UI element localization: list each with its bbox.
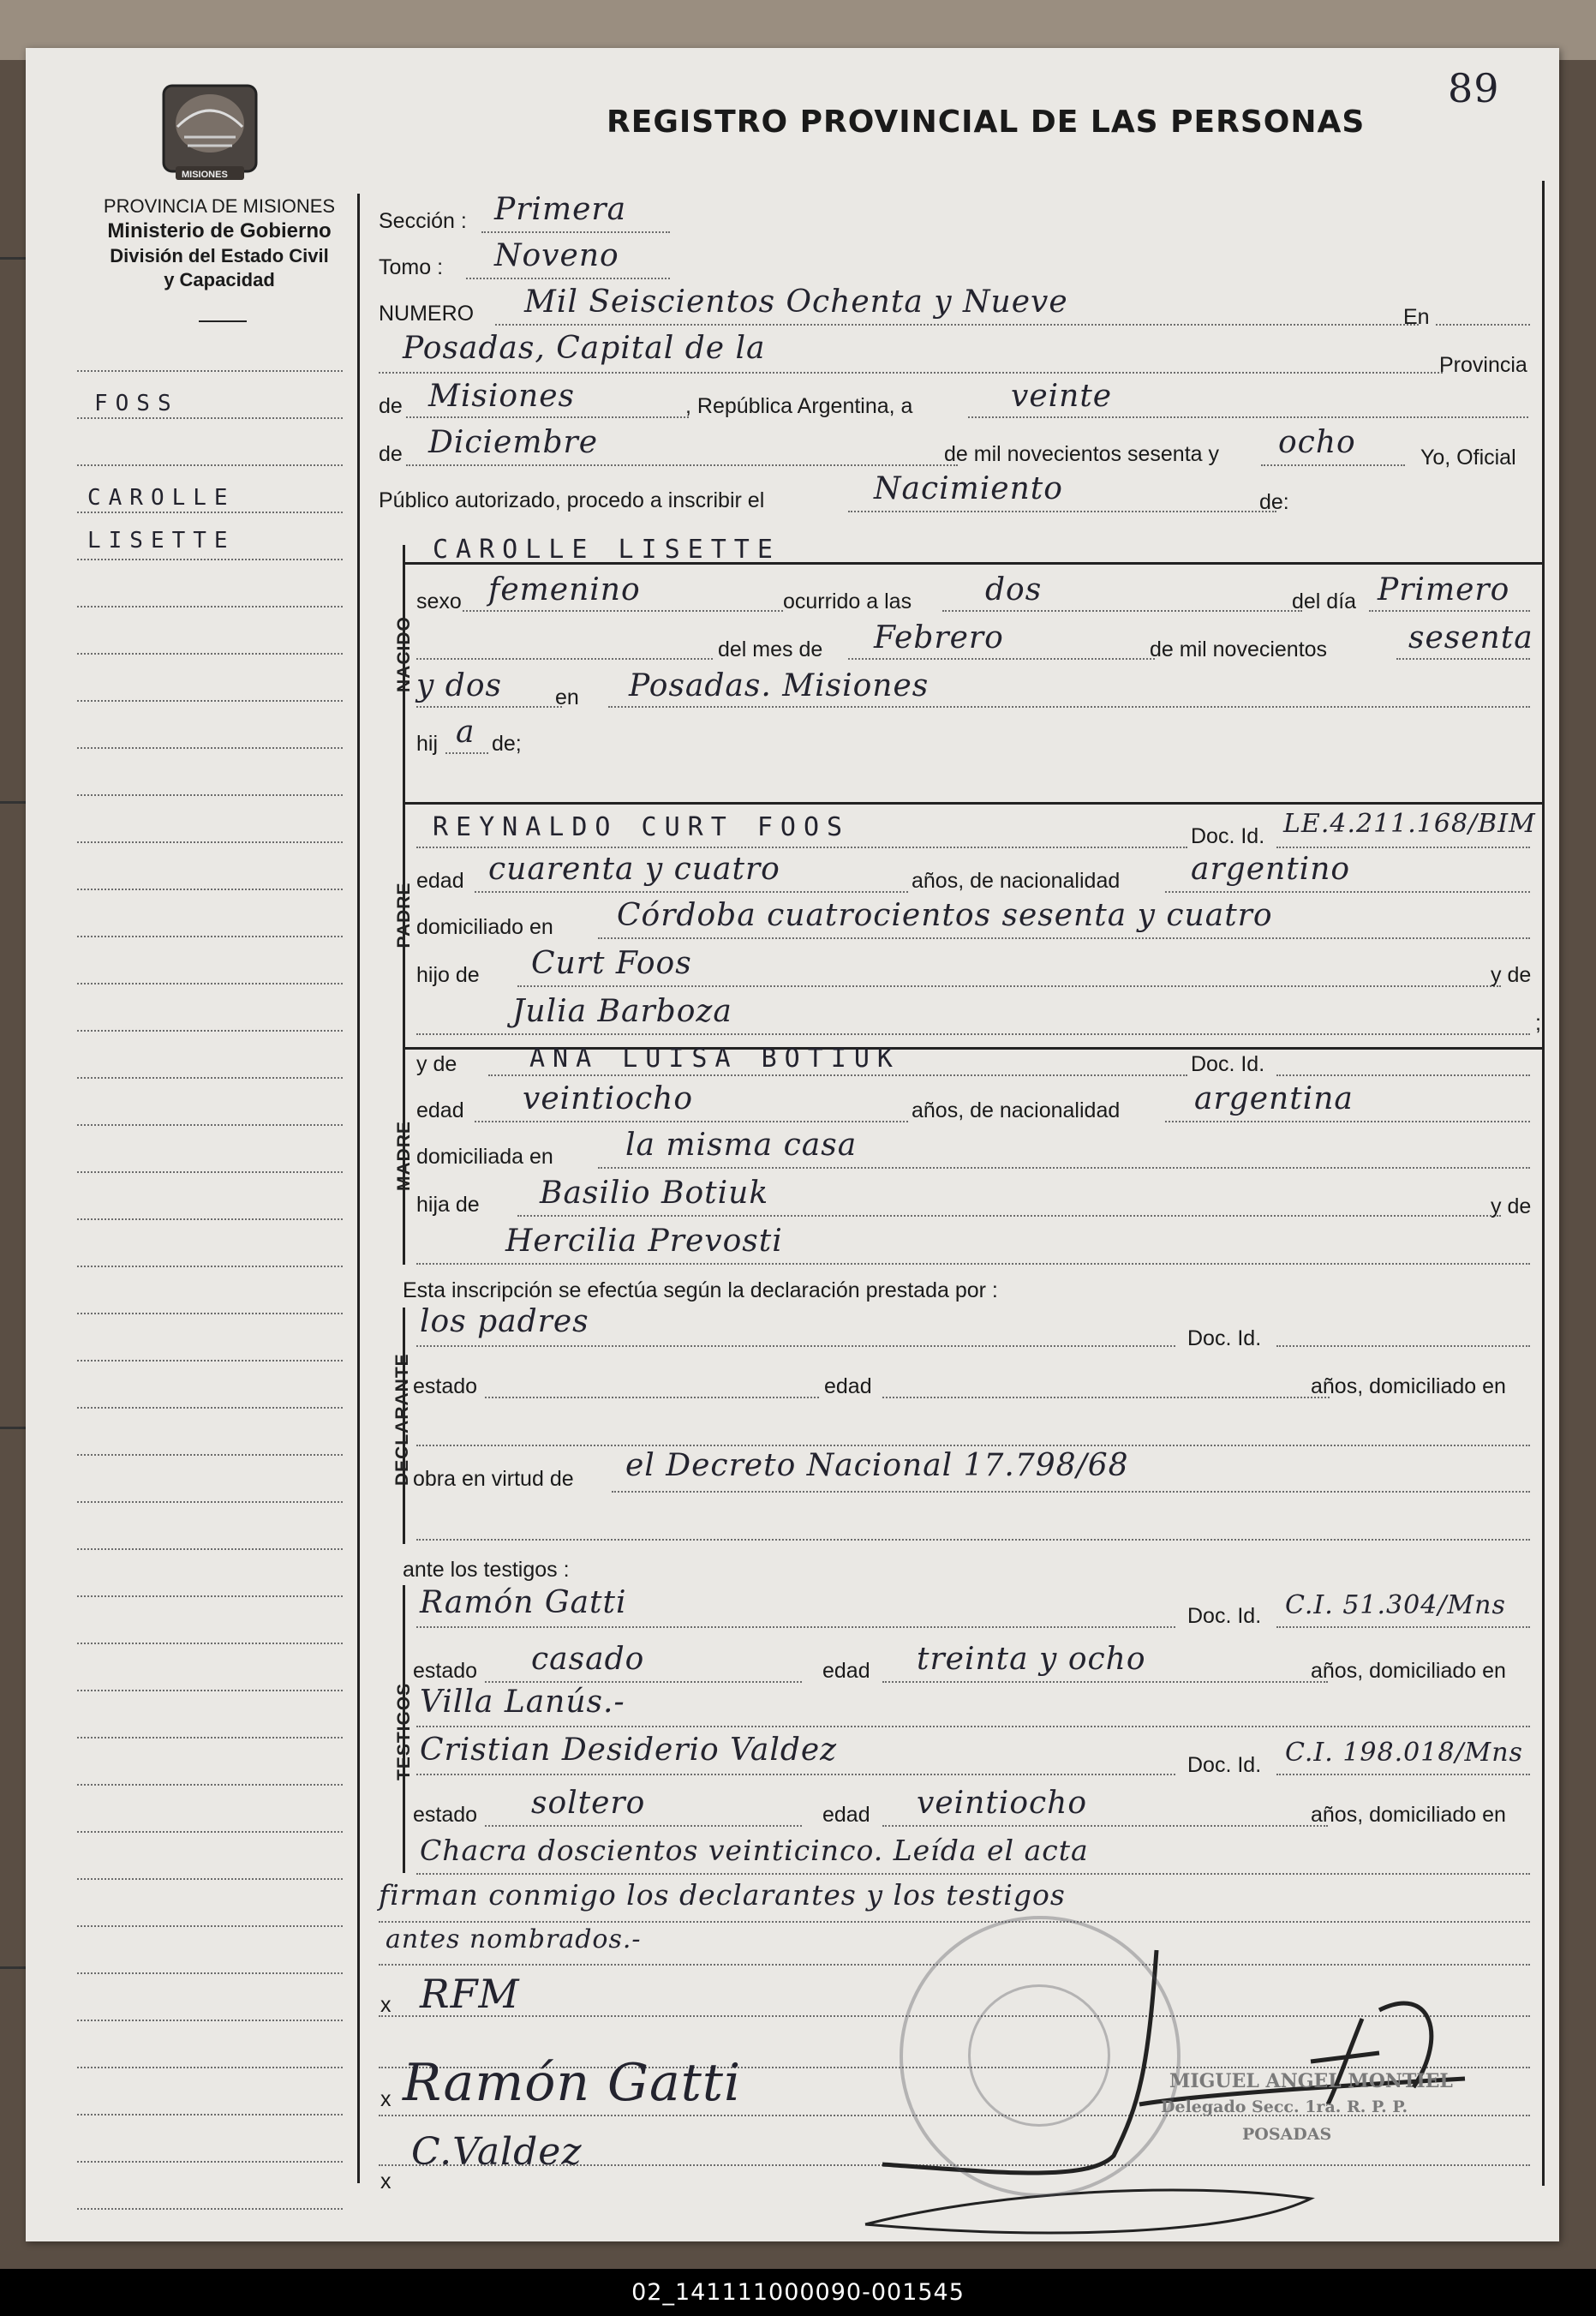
madre-dom-value: la misma casa bbox=[625, 1128, 858, 1163]
margin-line bbox=[77, 1124, 343, 1126]
madre-dom-line bbox=[598, 1167, 1530, 1169]
testigo1-value: Ramón Gatti bbox=[420, 1585, 627, 1620]
stamp-name: MIGUEL ANGEL MONTIEL bbox=[1169, 2070, 1453, 2092]
en-line bbox=[1436, 324, 1530, 326]
padre-nombre-value: REYNALDO CURT FOOS bbox=[433, 812, 851, 842]
madre-doc-label: Doc. Id. bbox=[1191, 1052, 1265, 1076]
acto-value: Nacimiento bbox=[874, 471, 1063, 506]
anio-nac-value: sesenta bbox=[1408, 620, 1533, 655]
margin-line bbox=[77, 1501, 343, 1503]
margin-line bbox=[77, 1737, 343, 1738]
decreto-value: el Decreto Nacional 17.798/68 bbox=[625, 1448, 1129, 1483]
dia-value: veinte bbox=[1011, 379, 1113, 414]
madre-hija-de2-line bbox=[416, 1263, 1530, 1265]
padre-dom-line bbox=[598, 937, 1530, 939]
mes-line bbox=[406, 464, 958, 466]
tomo-line bbox=[466, 278, 670, 279]
right-border bbox=[1542, 181, 1545, 2186]
nacido-side-label: NACIDO bbox=[394, 616, 414, 692]
margin-line bbox=[77, 1784, 343, 1786]
hora-value: dos bbox=[985, 572, 1043, 607]
provincia-line bbox=[406, 416, 689, 418]
padre-doc-line bbox=[1276, 847, 1530, 848]
hij-label: hij bbox=[416, 732, 439, 756]
declarante-doc-label: Doc. Id. bbox=[1187, 1326, 1262, 1350]
madre-dom-label: domiciliada en bbox=[416, 1145, 553, 1169]
hij-line bbox=[445, 752, 488, 754]
header-ministry: Ministerio de Gobierno bbox=[107, 219, 332, 242]
margin-line bbox=[77, 1360, 343, 1361]
acto-line bbox=[848, 511, 1276, 512]
margin-line bbox=[77, 1643, 343, 1644]
margin-line bbox=[77, 559, 343, 560]
margin-line bbox=[77, 606, 343, 607]
padre-doc-label: Doc. Id. bbox=[1191, 824, 1265, 848]
testigos-label: ante los testigos : bbox=[403, 1558, 570, 1582]
seccion-line bbox=[481, 231, 670, 233]
dia-nac-value: Primero bbox=[1378, 572, 1510, 607]
madre-edad-value: veintiocho bbox=[523, 1081, 694, 1116]
testigo2-estado-line bbox=[485, 1825, 802, 1827]
sexo-line bbox=[463, 610, 783, 612]
madre-hija-de-label: hija de bbox=[416, 1193, 480, 1217]
margin-line bbox=[77, 2208, 343, 2210]
stamp-city: POSADAS bbox=[1242, 2125, 1332, 2144]
blank-line bbox=[416, 658, 713, 660]
declarante-estado-label: estado bbox=[413, 1374, 478, 1398]
testigo2-edad-label: edad bbox=[822, 1803, 870, 1827]
cierre-line2: antes nombrados.- bbox=[386, 1924, 642, 1954]
testigo2-anos-label: años, domiciliado en bbox=[1311, 1803, 1506, 1827]
margin-line bbox=[77, 464, 343, 466]
numero-value: Mil Seiscientos Ochenta y Nueve bbox=[524, 284, 1068, 320]
testigo1-estado-line bbox=[485, 1681, 802, 1683]
margin-line bbox=[77, 936, 343, 937]
dia-nac-line bbox=[1369, 610, 1530, 612]
crest-text: MISIONES bbox=[182, 170, 228, 180]
declarante-edad-line bbox=[882, 1397, 1330, 1398]
madre-edad-line bbox=[475, 1121, 908, 1122]
seccion-value: Primera bbox=[494, 192, 627, 227]
tomo-label: Tomo : bbox=[379, 255, 444, 279]
hora-line bbox=[942, 610, 1302, 612]
page-title: REGISTRO PROVINCIAL DE LAS PERSONAS bbox=[607, 105, 1366, 140]
mes-nac-line bbox=[848, 658, 1155, 660]
sign-x-1: x bbox=[380, 1993, 392, 2017]
left-column-border bbox=[357, 194, 360, 2183]
margin-line bbox=[77, 794, 343, 796]
dia-line bbox=[968, 416, 1528, 418]
testigo1-edad-value: treinta y ocho bbox=[917, 1642, 1146, 1677]
testigo1-estado-label: estado bbox=[413, 1659, 478, 1683]
testigos-side-label: TESTIGOS bbox=[394, 1682, 414, 1780]
signature-2: Ramón Gatti bbox=[403, 2053, 742, 2113]
signature-3: C.Valdez bbox=[411, 2130, 583, 2174]
padre-hijo-de-line bbox=[517, 985, 1501, 987]
header-divider bbox=[199, 320, 247, 322]
declarante-side-label: DECLARANTE bbox=[392, 1353, 412, 1486]
padre-y-de-label: y de bbox=[1491, 963, 1532, 987]
margin-line bbox=[77, 2020, 343, 2021]
en2-label: en bbox=[555, 685, 579, 709]
provincia-value: Misiones bbox=[428, 379, 576, 414]
mes-value: Diciembre bbox=[428, 425, 599, 460]
en-label: En bbox=[1403, 305, 1430, 329]
madre-hija-de2-value: Hercilia Prevosti bbox=[505, 1224, 783, 1259]
margin-line bbox=[77, 1925, 343, 1927]
declarante-line bbox=[416, 1345, 1175, 1347]
padre-dom-value: Córdoba cuatrocientos sesenta y cuatro bbox=[617, 898, 1273, 933]
nombre-rule bbox=[403, 562, 1542, 565]
publico-label: Público autorizado, procedo a inscribir el bbox=[379, 488, 765, 512]
margin-line bbox=[77, 1454, 343, 1456]
padre-doc-value: LE.4.211.168/BIM bbox=[1283, 809, 1536, 839]
numero-line bbox=[495, 324, 1419, 326]
padre-semicolon: ; bbox=[1535, 1011, 1541, 1035]
anio-nac2-value: y dos bbox=[416, 668, 502, 703]
margin-line bbox=[77, 2067, 343, 2068]
padre-side-label: PADRE bbox=[394, 882, 414, 949]
margin-name-2: LISETTE bbox=[87, 528, 236, 554]
margin-line bbox=[77, 841, 343, 843]
margin-line bbox=[77, 512, 343, 513]
margin-line bbox=[77, 370, 343, 372]
testigo1-edad-label: edad bbox=[822, 1659, 870, 1683]
margin-line bbox=[77, 1972, 343, 1974]
margin-line bbox=[77, 1407, 343, 1409]
margin-line bbox=[77, 1077, 343, 1079]
madre-edad-label: edad bbox=[416, 1098, 464, 1122]
lugar-value: Posadas, Capital de la bbox=[403, 331, 766, 366]
sexo-value: femenino bbox=[488, 572, 641, 607]
padre-nombre-line bbox=[416, 847, 1187, 848]
padre-hijo-de2-value: Julia Barboza bbox=[512, 994, 732, 1029]
margin-line bbox=[77, 889, 343, 890]
madre-nac-label: años, de nacionalidad bbox=[912, 1098, 1121, 1122]
testigo1-dom-value: Villa Lanús.- bbox=[420, 1685, 625, 1720]
padre-nac-label: años, de nacionalidad bbox=[912, 869, 1121, 893]
signature-1: RFM bbox=[420, 1971, 520, 2017]
anio-line bbox=[1261, 464, 1405, 466]
header-province: PROVINCIA DE MISIONES bbox=[103, 195, 336, 217]
stamp-role: Delegado Secc. 1ra. R. P. P. bbox=[1161, 2098, 1408, 2116]
testigo2-edad-value: veintiocho bbox=[917, 1786, 1088, 1821]
anio-nac2-line bbox=[416, 706, 562, 708]
testigo2-dom-value: Chacra doscientos veinticinco. Leída el acta bbox=[420, 1834, 1089, 1867]
de2-label: de bbox=[379, 442, 403, 466]
testigo1-line bbox=[416, 1626, 1175, 1628]
padre-rule bbox=[403, 802, 1542, 805]
padre-hijo-de-label: hijo de bbox=[416, 963, 480, 987]
testigo2-doc-value: C.I. 198.018/Mns bbox=[1285, 1738, 1523, 1768]
yo-oficial-label: Yo, Oficial bbox=[1420, 446, 1516, 470]
del-dia-label: del día bbox=[1292, 589, 1357, 613]
lugar-nac-line bbox=[608, 706, 1530, 708]
margin-line bbox=[77, 2161, 343, 2163]
margin-line bbox=[77, 1218, 343, 1220]
madre-nac-value: argentina bbox=[1194, 1081, 1354, 1116]
mes-nac-value: Febrero bbox=[874, 620, 1004, 655]
padre-hijo-de2-line bbox=[416, 1033, 1530, 1035]
madre-nac-line bbox=[1165, 1121, 1530, 1122]
declarante-estado-line bbox=[485, 1397, 819, 1398]
de-mil-label: de mil novecientos sesenta y bbox=[944, 442, 1220, 466]
de-label: de bbox=[379, 394, 403, 418]
margin-line bbox=[77, 1030, 343, 1032]
testigo2-doc-label: Doc. Id. bbox=[1187, 1753, 1262, 1777]
madre-nombre-line bbox=[488, 1074, 1187, 1076]
lugar-line bbox=[379, 372, 1443, 374]
testigo2-value: Cristian Desiderio Valdez bbox=[420, 1733, 838, 1768]
declarante-edad-label: edad bbox=[824, 1374, 872, 1398]
cierre-line1: firman conmigo los declarantes y los testigos bbox=[379, 1878, 1066, 1912]
de-colon-label: de: bbox=[1259, 490, 1289, 514]
header-capacity: y Capacidad bbox=[164, 269, 275, 290]
nombre-value: CAROLLE LISETTE bbox=[433, 535, 780, 565]
testigo2-doc-line bbox=[1276, 1774, 1530, 1775]
ocurrido-label: ocurrido a las bbox=[783, 589, 912, 613]
margin-line bbox=[77, 1171, 343, 1173]
margin-line bbox=[77, 1595, 343, 1597]
margin-line bbox=[77, 2114, 343, 2116]
madre-hija-de-line bbox=[517, 1215, 1501, 1217]
margin-surname: FOSS bbox=[94, 391, 179, 416]
margin-line bbox=[77, 1878, 343, 1880]
padre-hijo-de-value: Curt Foos bbox=[531, 946, 692, 981]
madre-hija-de-value: Basilio Botiuk bbox=[540, 1176, 769, 1211]
testigo1-estado-value: casado bbox=[531, 1642, 645, 1677]
margin-line bbox=[77, 1831, 343, 1833]
padre-nac-value: argentino bbox=[1191, 852, 1351, 887]
margin-line bbox=[77, 1266, 343, 1267]
margin-name-1: CAROLLE bbox=[87, 485, 236, 511]
de-semi-label: de; bbox=[492, 732, 522, 756]
testigo2-edad-line bbox=[882, 1825, 1328, 1827]
del-mes-label: del mes de bbox=[718, 637, 823, 661]
declarante-dom-line bbox=[416, 1445, 1530, 1446]
obra-label: obra en virtud de bbox=[413, 1467, 574, 1491]
margin-line bbox=[77, 983, 343, 984]
declarante-anos-label: años, domiciliado en bbox=[1311, 1374, 1506, 1398]
seccion-label: Sección : bbox=[379, 209, 467, 233]
inscripcion-label: Esta inscripción se efectúa según la declaración prestada por : bbox=[403, 1278, 998, 1302]
padre-edad-label: edad bbox=[416, 869, 464, 893]
margin-line bbox=[77, 700, 343, 702]
declarante-value: los padres bbox=[420, 1304, 589, 1339]
decreto-line2 bbox=[416, 1539, 1530, 1541]
margin-line bbox=[77, 653, 343, 655]
padre-edad-value: cuarenta y cuatro bbox=[488, 852, 780, 887]
declarante-doc-line bbox=[1276, 1345, 1530, 1347]
testigo2-dom-line bbox=[416, 1873, 1530, 1875]
sign-x-3: x bbox=[380, 2169, 392, 2193]
testigo1-dom-line bbox=[416, 1726, 1530, 1727]
padre-nac-line bbox=[1165, 891, 1530, 893]
testigo1-doc-line bbox=[1276, 1626, 1530, 1628]
official-seal-inner bbox=[968, 1984, 1110, 2127]
madre-side-label: MADRE bbox=[394, 1121, 414, 1191]
sign-x-2: x bbox=[380, 2087, 392, 2111]
madre-y-de-label: y de bbox=[416, 1052, 457, 1076]
lugar-nac-value: Posadas. Misiones bbox=[629, 668, 930, 703]
testigo1-anos-label: años, domiciliado en bbox=[1311, 1659, 1506, 1683]
madre-nombre-value: ANA LUISA BOTIUK bbox=[529, 1044, 900, 1074]
testigo1-doc-label: Doc. Id. bbox=[1187, 1604, 1262, 1628]
testigo1-doc-value: C.I. 51.304/Mns bbox=[1285, 1590, 1506, 1620]
provincia-label: Provincia bbox=[1439, 353, 1527, 377]
anio-value: ocho bbox=[1278, 425, 1356, 460]
footer-id: 02_141111000090-001545 bbox=[0, 2269, 1596, 2316]
de-mil2-label: de mil novecientos bbox=[1150, 637, 1328, 661]
numero-label: NUMERO bbox=[379, 302, 475, 326]
document-page bbox=[26, 48, 1559, 2241]
testigo1-edad-line bbox=[882, 1681, 1328, 1683]
decreto-line bbox=[612, 1491, 1530, 1493]
testigo2-estado-value: soltero bbox=[531, 1786, 646, 1821]
sexo-label: sexo bbox=[416, 589, 462, 613]
page-number: 89 bbox=[1448, 65, 1500, 111]
margin-line bbox=[77, 1313, 343, 1314]
margin-line bbox=[77, 1548, 343, 1550]
padre-edad-line bbox=[475, 891, 908, 893]
testigo2-line bbox=[416, 1774, 1175, 1775]
republica-label: , República Argentina, a bbox=[685, 394, 913, 418]
header-division: División del Estado Civil bbox=[110, 245, 329, 266]
margin-line bbox=[77, 1690, 343, 1691]
madre-doc-line bbox=[1276, 1074, 1530, 1076]
madre-y-de-label2: y de bbox=[1491, 1194, 1532, 1218]
padre-dom-label: domiciliado en bbox=[416, 915, 553, 939]
testigo2-estado-label: estado bbox=[413, 1803, 478, 1827]
hij-suffix-value: a bbox=[456, 715, 475, 750]
margin-line bbox=[77, 747, 343, 749]
anio-nac-line bbox=[1396, 658, 1530, 660]
tomo-value: Noveno bbox=[494, 238, 619, 273]
margin-line bbox=[77, 417, 343, 419]
